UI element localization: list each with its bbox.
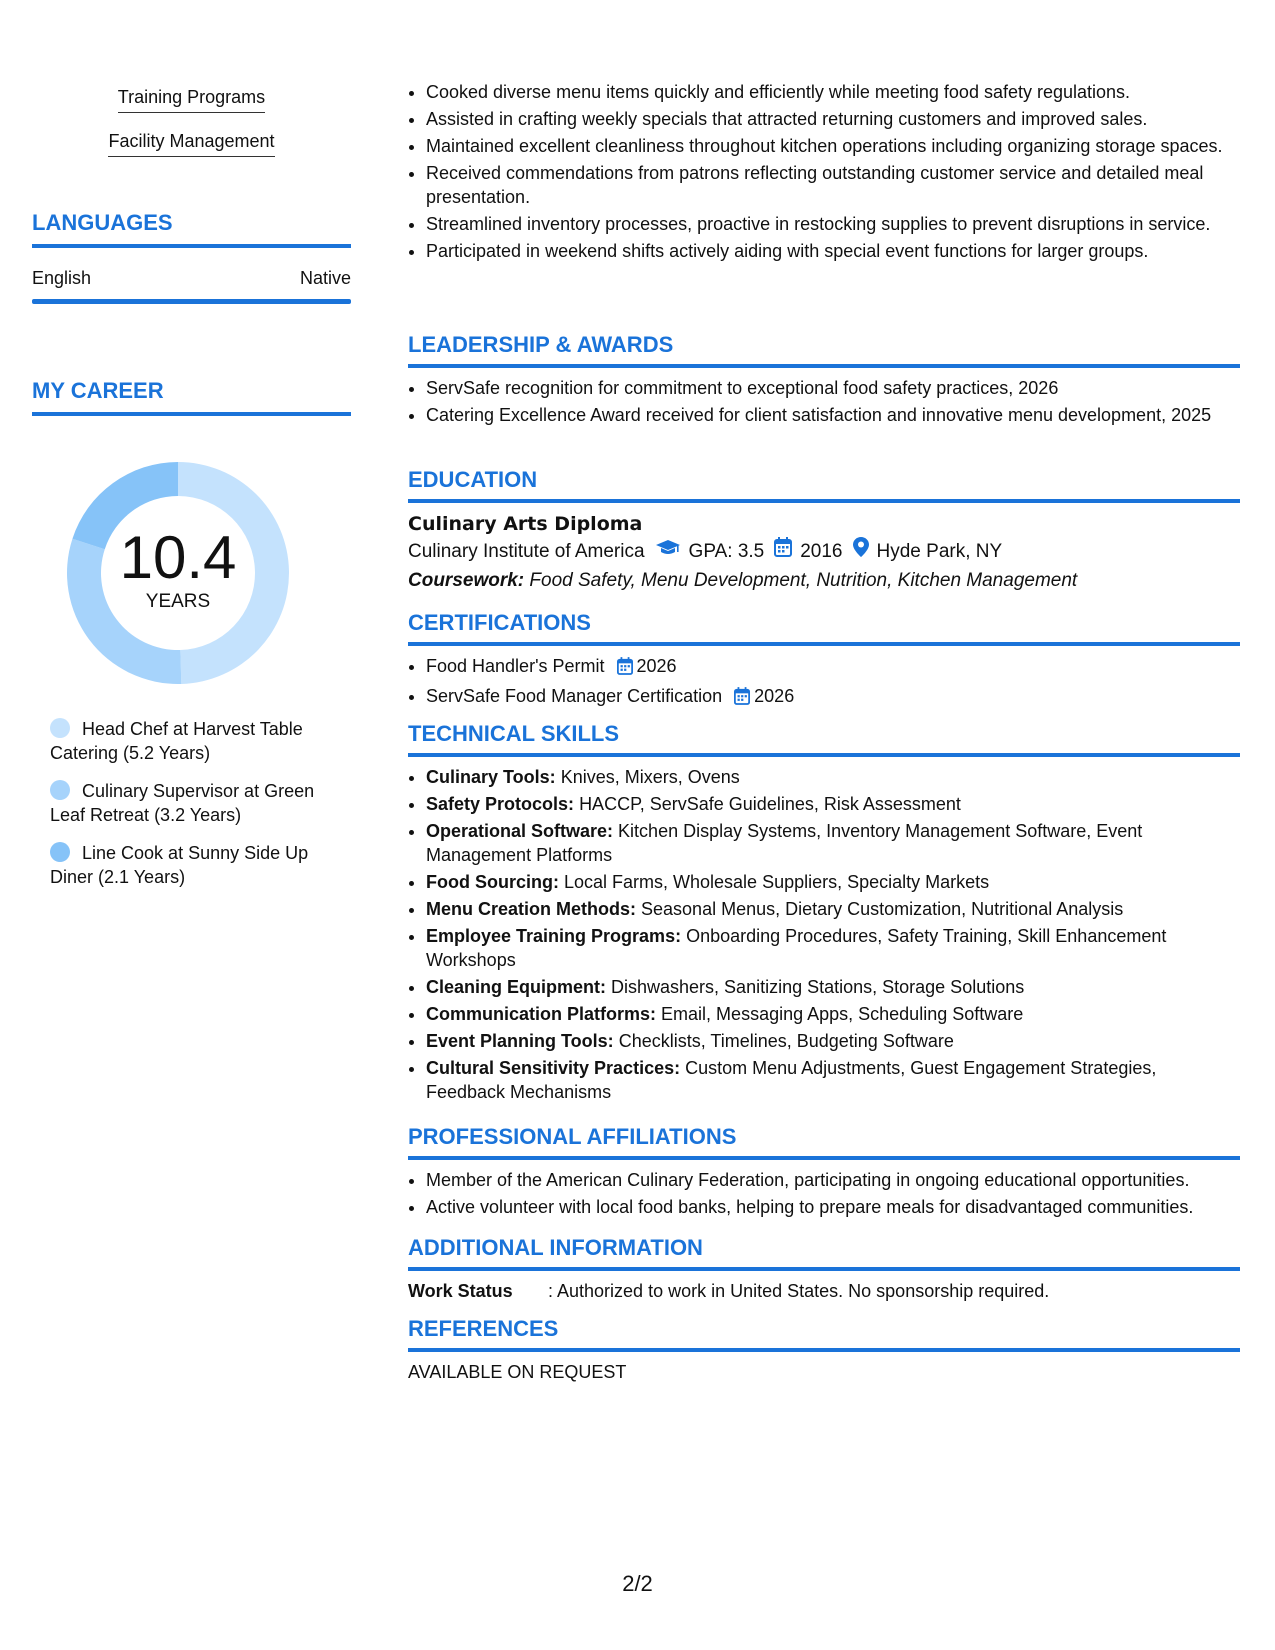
section-heading: PROFESSIONAL AFFILIATIONS bbox=[408, 1124, 1240, 1160]
language-level-bar bbox=[32, 299, 351, 304]
career-donut-chart bbox=[66, 461, 290, 685]
skill-link-label: Facility Management bbox=[108, 130, 274, 157]
language-name: English bbox=[32, 268, 92, 288]
school-name: Culinary Institute of America bbox=[408, 541, 645, 562]
calendar-icon bbox=[774, 537, 792, 567]
legend-dot bbox=[50, 718, 70, 738]
work-status-value: : Authorized to work in United States. No sponsorship required. bbox=[548, 1281, 1050, 1301]
skill-item bbox=[426, 792, 1240, 816]
legend-label: Culinary Supervisor at Green Leaf Retreat (3.2 Years) bbox=[50, 781, 315, 825]
education-details bbox=[408, 537, 1240, 567]
additional-info-section bbox=[408, 1235, 1240, 1303]
section-heading: EDUCATION bbox=[408, 467, 1240, 503]
skill-value: Dishwashers, Sanitizing Stations, Storage Solutions bbox=[611, 977, 1025, 997]
legend-dot bbox=[50, 842, 70, 862]
skill-label: Cleaning Equipment: bbox=[426, 977, 606, 997]
section-heading: LEADERSHIP & AWARDS bbox=[408, 332, 1240, 368]
section-heading: TECHNICAL SKILLS bbox=[408, 721, 1240, 757]
skill-value: Custom Menu Adjustments, Guest Engagement Strategies, Feedback Mechanisms bbox=[426, 1058, 1157, 1102]
skill-item bbox=[426, 1029, 1240, 1053]
skill-item bbox=[426, 1002, 1240, 1026]
school-location: Hyde Park, NY bbox=[876, 541, 1003, 562]
section-heading: ADDITIONAL INFORMATION bbox=[408, 1235, 1240, 1271]
affiliation-bullet: • Active volunteer with local food banks, helping to prepare meals for disadvantaged communities. bbox=[426, 1195, 1240, 1219]
award-bullet: • Catering Excellence Award received for client satisfaction and innovative menu development, 2025 bbox=[426, 403, 1240, 427]
experience-section bbox=[408, 80, 1240, 266]
location-pin-icon bbox=[853, 537, 869, 567]
section-heading: CERTIFICATIONS bbox=[408, 610, 1240, 646]
page-number: 2/2 bbox=[622, 1571, 653, 1596]
graduation-year: 2016 bbox=[800, 541, 843, 562]
legend-label: Line Cook at Sunny Side Up Diner (2.1 Years) bbox=[50, 843, 309, 887]
language-level: Native bbox=[299, 268, 351, 288]
skill-item bbox=[426, 819, 1240, 867]
certification-year: 2026 bbox=[636, 656, 677, 676]
skill-item bbox=[426, 975, 1240, 999]
skill-item bbox=[426, 765, 1240, 789]
skill-link-label: Training Programs bbox=[118, 86, 265, 113]
calendar-icon bbox=[734, 687, 750, 711]
skill-value: Kitchen Display Systems, Inventory Management Software, Event Management Platforms bbox=[426, 821, 1143, 865]
career-total-unit: YEARS bbox=[145, 591, 211, 612]
skill-label: Safety Protocols: bbox=[426, 794, 575, 814]
skill-label: Event Planning Tools: bbox=[426, 1031, 614, 1051]
legend-dot bbox=[50, 780, 70, 800]
experience-bullet: • Assisted in crafting weekly specials that attracted returning customers and improved sales. bbox=[426, 107, 1240, 131]
experience-bullet: • Participated in weekend shifts actively aiding with special event functions for larger groups. bbox=[426, 239, 1240, 263]
skill-item bbox=[426, 1056, 1240, 1104]
experience-bullet: • Received commendations from patrons reflecting outstanding customer service and detailed meal presentation. bbox=[426, 161, 1240, 209]
career-total-years: 10.4 bbox=[119, 524, 237, 591]
career-legend-item bbox=[50, 841, 350, 889]
skill-item bbox=[426, 870, 1240, 894]
certification-name: ServSafe Food Manager Certification bbox=[426, 686, 723, 706]
skill-label: Cultural Sensitivity Practices: bbox=[426, 1058, 681, 1078]
experience-bullet: • Maintained excellent cleanliness throughout kitchen operations including organizing storage spaces. bbox=[426, 134, 1240, 158]
affiliation-bullet: • Member of the American Culinary Federation, participating in ongoing educational opportunities. bbox=[426, 1168, 1240, 1192]
languages-heading: LANGUAGES bbox=[32, 210, 351, 248]
skill-link-item bbox=[32, 86, 351, 113]
experience-bullet: • Cooked diverse menu items quickly and efficiently while meeting food safety regulations. bbox=[426, 80, 1240, 104]
skill-label: Operational Software: bbox=[426, 821, 614, 841]
language-row bbox=[32, 267, 351, 289]
skill-value: HACCP, ServSafe Guidelines, Risk Assessment bbox=[579, 794, 961, 814]
career-legend-item bbox=[50, 717, 350, 765]
skill-item bbox=[426, 897, 1240, 921]
skill-value: Seasonal Menus, Dietary Customization, Nutritional Analysis bbox=[641, 899, 1124, 919]
skill-value: Email, Messaging Apps, Scheduling Software bbox=[661, 1004, 1024, 1024]
coursework-list: Food Safety, Menu Development, Nutrition, Kitchen Management bbox=[529, 570, 1078, 591]
education-section bbox=[408, 467, 1240, 595]
work-status-row bbox=[408, 1279, 1240, 1303]
skill-link-item bbox=[32, 130, 351, 157]
award-bullet: • ServSafe recognition for commitment to exceptional food safety practices, 2026 bbox=[426, 376, 1240, 400]
legend-label: Head Chef at Harvest Table Catering (5.2 Years) bbox=[50, 719, 303, 763]
affiliations-section bbox=[408, 1124, 1240, 1222]
references-section bbox=[408, 1316, 1240, 1384]
gpa-value: GPA: 3.5 bbox=[688, 541, 765, 562]
career-legend-item bbox=[50, 779, 350, 827]
skill-label: Communication Platforms: bbox=[426, 1004, 657, 1024]
skill-value: Onboarding Procedures, Safety Training, Skill Enhancement Workshops bbox=[426, 926, 1167, 970]
certification-item bbox=[426, 684, 1240, 711]
certification-name: Food Handler's Permit bbox=[426, 656, 605, 676]
graduation-cap-icon bbox=[655, 537, 681, 567]
leadership-section bbox=[408, 332, 1240, 430]
section-heading: REFERENCES bbox=[408, 1316, 1240, 1352]
certifications-section bbox=[408, 610, 1240, 714]
work-status-label: Work Status bbox=[408, 1281, 513, 1301]
skill-label: Menu Creation Methods: bbox=[426, 899, 636, 919]
coursework-label: Coursework: bbox=[408, 570, 525, 591]
technical-skills-section bbox=[408, 721, 1240, 1107]
references-text: AVAILABLE ON REQUEST bbox=[408, 1362, 627, 1382]
skill-label: Culinary Tools: bbox=[426, 767, 556, 787]
skill-value: Local Farms, Wholesale Suppliers, Specialty Markets bbox=[564, 872, 990, 892]
skill-value: Knives, Mixers, Ovens bbox=[560, 767, 740, 787]
coursework-line bbox=[408, 567, 1240, 595]
certification-item bbox=[426, 654, 1240, 681]
career-heading: MY CAREER bbox=[32, 378, 351, 416]
skill-item bbox=[426, 924, 1240, 972]
calendar-icon bbox=[617, 657, 633, 681]
degree-title: Culinary Arts Diploma bbox=[408, 513, 643, 535]
certification-year: 2026 bbox=[754, 686, 795, 706]
skill-label: Food Sourcing: bbox=[426, 872, 559, 892]
skill-label: Employee Training Programs: bbox=[426, 926, 682, 946]
experience-bullet: • Streamlined inventory processes, proactive in restocking supplies to prevent disruptions in service. bbox=[426, 212, 1240, 236]
skill-value: Checklists, Timelines, Budgeting Software bbox=[618, 1031, 954, 1051]
